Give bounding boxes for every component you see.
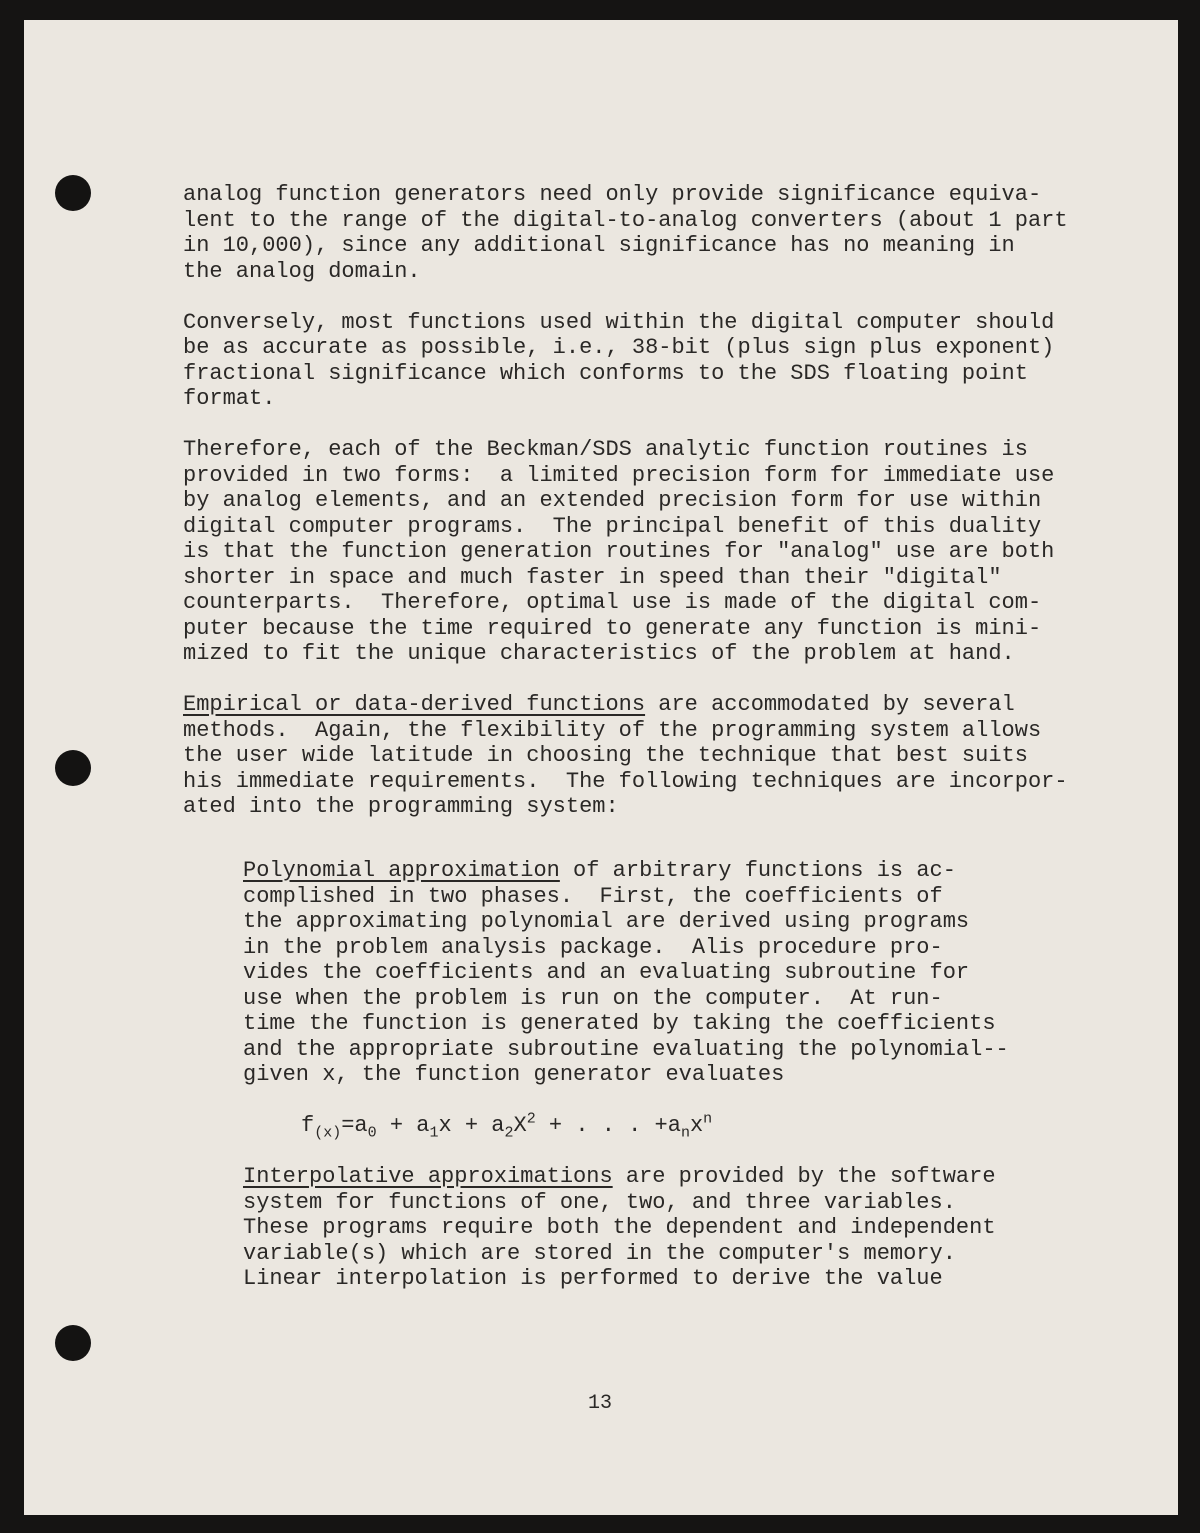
paragraph-polynomial bbox=[243, 858, 1009, 1088]
formula-subscript: 2 bbox=[504, 1124, 514, 1142]
text-line: his immediate requirements. The following techniques are incorpor- bbox=[183, 768, 1068, 794]
punch-hole bbox=[55, 1325, 91, 1361]
paragraph-interpolative bbox=[243, 1164, 1009, 1292]
paragraph-2 bbox=[183, 310, 1068, 412]
text-line: analog function generators need only provide significance equiva- bbox=[183, 182, 1042, 207]
text-line: lent to the range of the digital-to-analog converters (about 1 part bbox=[183, 207, 1068, 233]
text-line bbox=[183, 692, 1068, 718]
formula-subscript: 0 bbox=[367, 1124, 377, 1142]
text-line: fractional significance which conforms to the SDS floating point bbox=[183, 360, 1028, 386]
text-line: be as accurate as possible, i.e., 38-bit (plus sign plus exponent) bbox=[183, 335, 1055, 360]
formula-part: f bbox=[301, 1113, 315, 1138]
paragraph-3 bbox=[183, 437, 1068, 667]
text-fragment: are provided by the software bbox=[612, 1164, 996, 1189]
text-line: counterparts. Therefore, optimal use is made of the digital com- bbox=[183, 590, 1042, 615]
text-fragment: are accommodated by several bbox=[645, 692, 1015, 717]
text-line: time the function is generated by taking the coefficients bbox=[243, 1011, 996, 1036]
polynomial-formula bbox=[243, 1110, 1009, 1142]
text-line: the analog domain. bbox=[183, 258, 421, 284]
text-line: methods. Again, the flexibility of the programming system allows bbox=[183, 717, 1042, 743]
underlined-heading: Polynomial approximation bbox=[243, 858, 560, 883]
formula-part: =a bbox=[341, 1113, 368, 1138]
text-line: the approximating polynomial are derived using programs bbox=[243, 909, 970, 934]
text-line: ated into the programming system: bbox=[183, 794, 619, 819]
text-line: Linear interpolation is performed to derive the value bbox=[243, 1266, 943, 1291]
indented-text bbox=[243, 858, 1009, 1317]
text-line: provided in two forms: a limited precision form for immediate use bbox=[183, 462, 1055, 488]
page-number: 13 bbox=[588, 1392, 613, 1415]
formula-subscript: (x) bbox=[314, 1124, 342, 1142]
text-line: is that the function generation routines for "analog" use are both bbox=[183, 539, 1055, 564]
text-line: mized to fit the unique characteristics of the problem at hand. bbox=[183, 641, 1015, 666]
text-line: These programs require both the dependent and independent bbox=[243, 1215, 996, 1240]
text-line: in 10,000), since any additional significance has no meaning in bbox=[183, 233, 1015, 258]
text-line: format. bbox=[183, 386, 276, 411]
text-fragment: of arbitrary functions is ac- bbox=[559, 858, 956, 883]
text-line: puter because the time required to generate any function is mini- bbox=[183, 615, 1042, 641]
text-line: and the appropriate subroutine evaluating the polynomial-- bbox=[243, 1036, 1009, 1062]
formula-superscript: 2 bbox=[526, 1110, 536, 1128]
formula-part: + . . . +a bbox=[535, 1113, 681, 1138]
text-line: system for functions of one, two, and three variables. bbox=[243, 1189, 956, 1215]
formula-subscript: n bbox=[680, 1124, 690, 1142]
formula-part: X bbox=[513, 1113, 527, 1138]
text-line: by analog elements, and an extended precision form for use within bbox=[183, 488, 1042, 513]
text-line: complished in two phases. First, the coefficients of bbox=[243, 883, 943, 909]
text-line: given x, the function generator evaluates bbox=[243, 1062, 785, 1087]
text-line bbox=[243, 1164, 1009, 1190]
text-line: Conversely, most functions used within the digital computer should bbox=[183, 309, 1055, 335]
text-line: in the problem analysis package. Alis procedure pro- bbox=[243, 934, 943, 960]
underlined-heading: Empirical or data-derived functions bbox=[183, 692, 646, 717]
formula-part: + a bbox=[376, 1113, 430, 1138]
text-line: use when the problem is run on the computer. At run- bbox=[243, 985, 943, 1011]
formula-part: x + a bbox=[438, 1113, 505, 1138]
paragraph-empirical bbox=[183, 692, 1068, 820]
punch-hole bbox=[55, 750, 91, 786]
text-line: vides the coefficients and an evaluating subroutine for bbox=[243, 960, 970, 985]
text-line bbox=[243, 858, 1009, 884]
paragraph-1 bbox=[183, 182, 1068, 284]
formula-superscript: n bbox=[703, 1110, 713, 1128]
body-text bbox=[183, 182, 1068, 845]
formula-part: x bbox=[689, 1113, 704, 1138]
text-line: Therefore, each of the Beckman/SDS analytic function routines is bbox=[183, 437, 1028, 462]
underlined-heading: Interpolative approximations bbox=[243, 1164, 613, 1189]
formula-subscript: 1 bbox=[429, 1124, 439, 1142]
text-line: digital computer programs. The principal benefit of this duality bbox=[183, 513, 1042, 539]
text-line: the user wide latitude in choosing the technique that best suits bbox=[183, 743, 1028, 768]
punch-hole bbox=[55, 175, 91, 211]
text-line: variable(s) which are stored in the computer's memory. bbox=[243, 1240, 956, 1266]
text-line: shorter in space and much faster in speed than their "digital" bbox=[183, 564, 1002, 590]
